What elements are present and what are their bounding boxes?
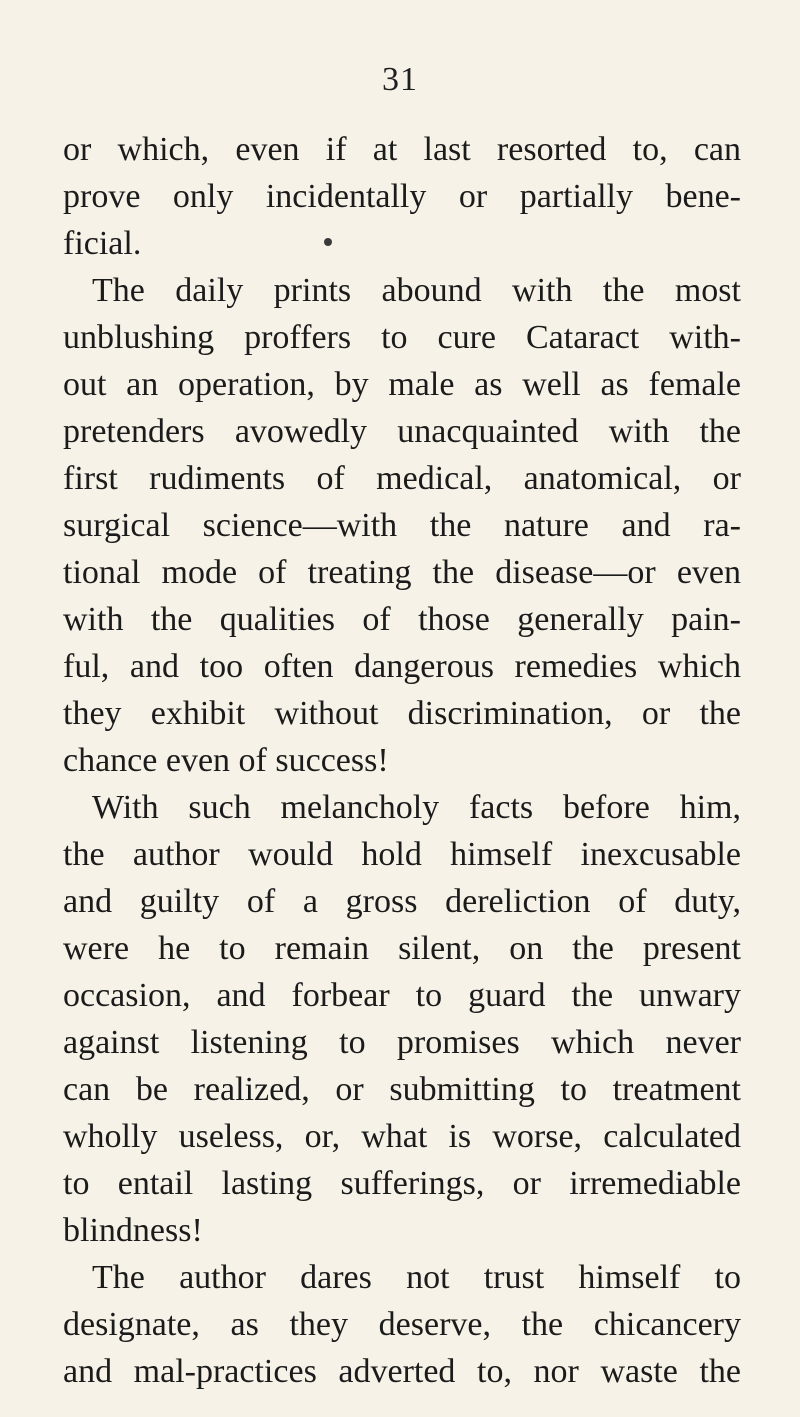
text-line: out an operation, by male as well as female bbox=[63, 366, 741, 403]
text-line: and mal-practices adverted to, nor waste the bbox=[63, 1353, 741, 1390]
text-line: they exhibit without discrimination, or the bbox=[63, 695, 741, 732]
text-line: can be realized, or submitting to treatment bbox=[63, 1071, 741, 1108]
text-line: first rudiments of medical, anatomical, or bbox=[63, 460, 741, 497]
text-line: ficial. bbox=[63, 225, 142, 262]
text-line: chance even of success! bbox=[63, 742, 389, 779]
text-line: with the qualities of those generally pain- bbox=[63, 601, 741, 638]
text-line: blindness! bbox=[63, 1212, 203, 1249]
text-line: to entail lasting sufferings, or irremediable bbox=[63, 1165, 741, 1202]
text-line: against listening to promises which never bbox=[63, 1024, 741, 1061]
text-line: pretenders avowedly unacquainted with the bbox=[63, 413, 741, 450]
text-line: The daily prints abound with the most bbox=[92, 272, 741, 309]
page-number: 31 bbox=[382, 61, 418, 98]
text-line: or which, even if at last resorted to, can bbox=[63, 131, 741, 168]
text-line: and guilty of a gross dereliction of duty, bbox=[63, 883, 741, 920]
text-line: ful, and too often dangerous remedies which bbox=[63, 648, 741, 685]
text-line: prove only incidentally or partially bene- bbox=[63, 178, 741, 215]
text-line: surgical science—with the nature and ra- bbox=[63, 507, 741, 544]
text-line: designate, as they deserve, the chicancery bbox=[63, 1306, 741, 1343]
text-line: occasion, and forbear to guard the unwary bbox=[63, 977, 741, 1014]
text-line: were he to remain silent, on the present bbox=[63, 930, 741, 967]
text-line: wholly useless, or, what is worse, calculated bbox=[63, 1118, 741, 1155]
text-line: tional mode of treating the disease—or even bbox=[63, 554, 741, 591]
text-line: The author dares not trust himself to bbox=[92, 1259, 741, 1296]
text-line: unblushing proffers to cure Cataract with- bbox=[63, 319, 741, 356]
text-line: With such melancholy facts before him, bbox=[92, 789, 741, 826]
text-line: the author would hold himself inexcusable bbox=[63, 836, 741, 873]
body-text bbox=[63, 126, 741, 1395]
